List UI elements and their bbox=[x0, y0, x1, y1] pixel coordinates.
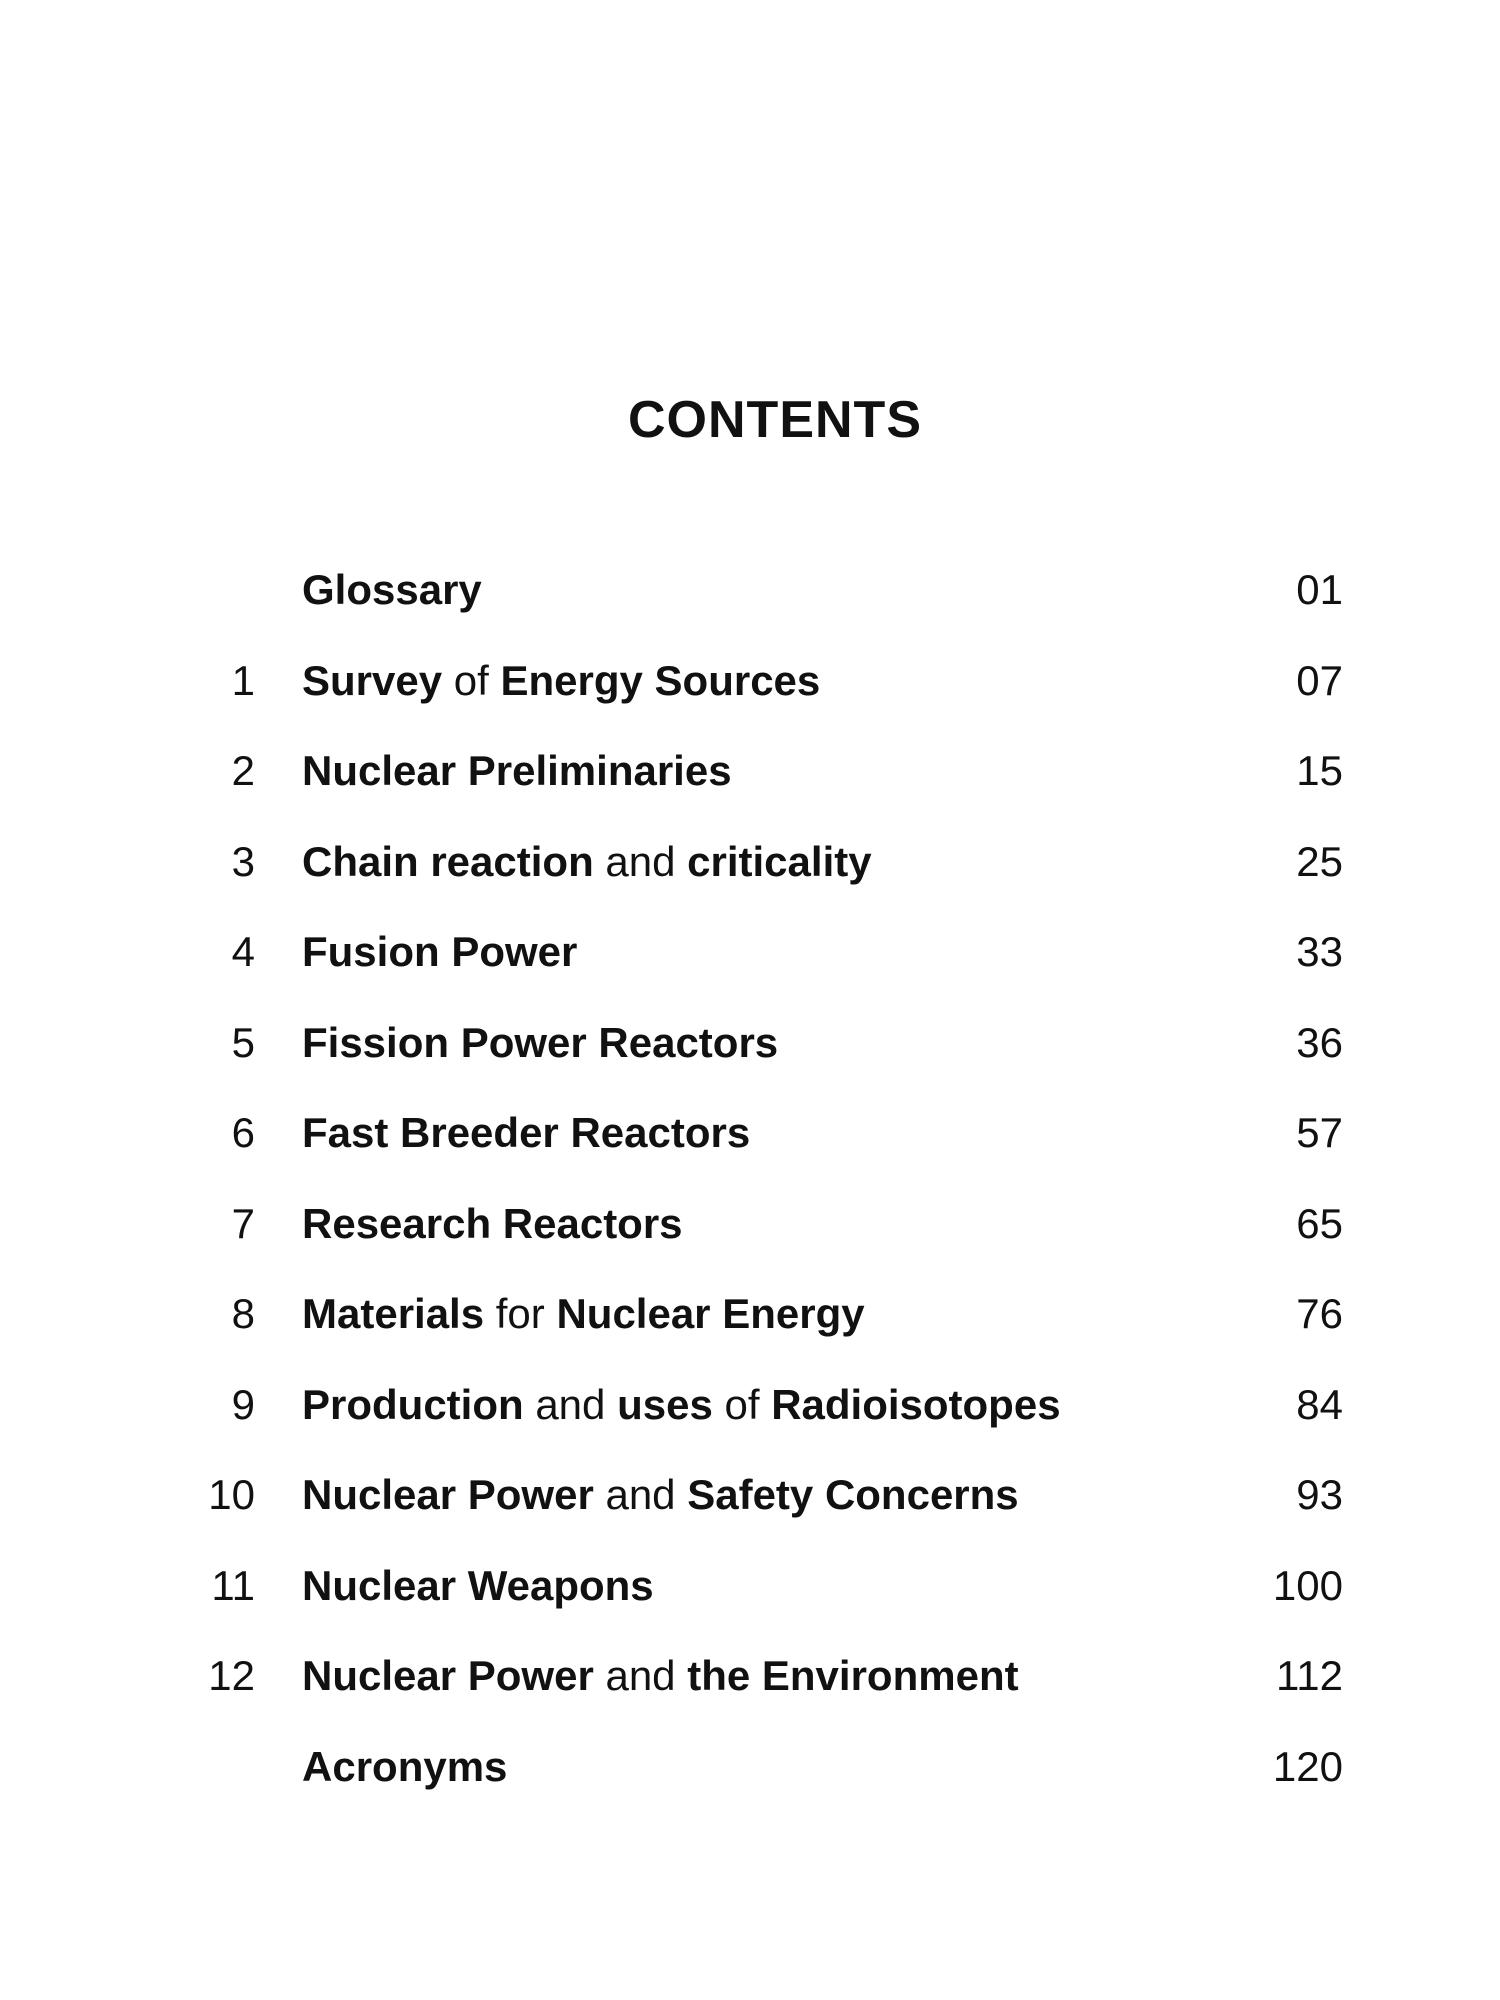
page-number: 36 bbox=[1296, 1018, 1343, 1066]
toc-entry bbox=[0, 560, 1500, 651]
chapter-title-segment: and bbox=[593, 1471, 688, 1518]
chapter-title bbox=[302, 832, 872, 892]
page-number: 120 bbox=[1272, 1742, 1343, 1790]
toc-entry bbox=[0, 922, 1500, 1013]
page-number: 93 bbox=[1296, 1471, 1343, 1518]
chapter-number: 4 bbox=[231, 928, 255, 975]
chapter-title bbox=[302, 1194, 683, 1254]
chapter-title-segment: Glossary bbox=[302, 566, 482, 613]
chapter-title-segment: the Environment bbox=[687, 1652, 1019, 1699]
chapter-title-segment: Radioisotopes bbox=[771, 1380, 1061, 1428]
chapter-title-segment: of bbox=[712, 1380, 772, 1428]
chapter-title-segment: and bbox=[593, 1652, 688, 1699]
page-number: 01 bbox=[1296, 566, 1343, 613]
chapter-title bbox=[302, 1103, 750, 1163]
chapter-number: 11 bbox=[211, 1561, 255, 1609]
chapter-title-segment: Safety Concerns bbox=[687, 1471, 1019, 1518]
chapter-title bbox=[302, 1013, 778, 1073]
chapter-title-segment: Production bbox=[302, 1380, 524, 1428]
page-number: 65 bbox=[1296, 1199, 1343, 1247]
chapter-title-segment: of bbox=[442, 656, 501, 704]
chapter-number: 6 bbox=[231, 1109, 255, 1156]
page-number: 33 bbox=[1296, 928, 1343, 975]
page-number: 15 bbox=[1296, 747, 1343, 794]
chapter-title-segment: Chain reaction bbox=[302, 837, 594, 885]
chapter-title-segment: Nuclear Power bbox=[302, 1471, 594, 1518]
chapter-title-segment: uses bbox=[617, 1380, 713, 1428]
chapter-title-segment: Fast Breeder Reactors bbox=[302, 1109, 751, 1156]
toc-entry bbox=[0, 1646, 1500, 1737]
page-number: 25 bbox=[1296, 837, 1343, 885]
chapter-number: 5 bbox=[231, 1018, 255, 1066]
chapter-number: 12 bbox=[208, 1652, 255, 1699]
chapter-title bbox=[302, 922, 577, 982]
chapter-title-segment: Nuclear Energy bbox=[556, 1290, 865, 1337]
chapter-title bbox=[302, 560, 482, 620]
chapter-title bbox=[302, 1465, 1019, 1525]
chapter-number: 2 bbox=[231, 747, 255, 794]
page-number: 100 bbox=[1272, 1561, 1343, 1609]
chapter-title bbox=[302, 1556, 654, 1616]
chapter-title-segment: and bbox=[593, 837, 688, 885]
chapter-number: 8 bbox=[231, 1290, 255, 1337]
chapter-title-segment: Nuclear Preliminaries bbox=[302, 747, 732, 794]
page-number: 84 bbox=[1296, 1380, 1343, 1428]
page-number: 76 bbox=[1296, 1290, 1343, 1337]
chapter-title-segment: Acronyms bbox=[302, 1742, 508, 1790]
chapter-title-segment: Fusion Power bbox=[302, 928, 578, 975]
toc-entry bbox=[0, 741, 1500, 832]
toc-entry bbox=[0, 1194, 1500, 1285]
page-number: 112 bbox=[1276, 1652, 1343, 1699]
chapter-title-segment: Fission Power Reactors bbox=[302, 1018, 779, 1066]
toc-entry bbox=[0, 1013, 1500, 1104]
chapter-title bbox=[302, 1646, 1019, 1706]
page-number: 57 bbox=[1296, 1109, 1343, 1156]
chapter-title-segment: and bbox=[523, 1380, 618, 1428]
toc-entry bbox=[0, 651, 1500, 742]
page-title: CONTENTS bbox=[628, 391, 922, 449]
toc-entry bbox=[0, 1284, 1500, 1375]
chapter-title-segment: criticality bbox=[687, 837, 872, 885]
chapter-title-segment: Survey bbox=[302, 656, 443, 704]
toc-entry bbox=[0, 832, 1500, 923]
toc-entry bbox=[0, 1737, 1500, 1828]
chapter-title bbox=[302, 651, 820, 711]
chapter-number: 1 bbox=[231, 656, 255, 704]
chapter-title-segment: for bbox=[484, 1290, 557, 1337]
table-of-contents bbox=[0, 560, 1500, 1827]
toc-entry bbox=[0, 1465, 1500, 1556]
chapter-title bbox=[302, 741, 732, 801]
chapter-title-segment: Materials bbox=[302, 1290, 485, 1337]
chapter-title-segment: Nuclear Power bbox=[302, 1652, 594, 1699]
toc-entry bbox=[0, 1375, 1500, 1466]
chapter-number: 3 bbox=[231, 837, 255, 885]
toc-entry bbox=[0, 1103, 1500, 1194]
chapter-number: 10 bbox=[208, 1471, 255, 1518]
page-number: 07 bbox=[1296, 656, 1343, 704]
chapter-title bbox=[302, 1284, 865, 1344]
chapter-title-segment: Research Reactors bbox=[302, 1199, 683, 1247]
chapter-title-segment: Nuclear Weapons bbox=[302, 1561, 654, 1609]
toc-entry bbox=[0, 1556, 1500, 1647]
chapter-number: 7 bbox=[231, 1199, 255, 1247]
chapter-title-segment: Energy Sources bbox=[500, 656, 821, 704]
chapter-number: 9 bbox=[231, 1380, 255, 1428]
chapter-title bbox=[302, 1737, 507, 1797]
chapter-title bbox=[302, 1375, 1061, 1435]
